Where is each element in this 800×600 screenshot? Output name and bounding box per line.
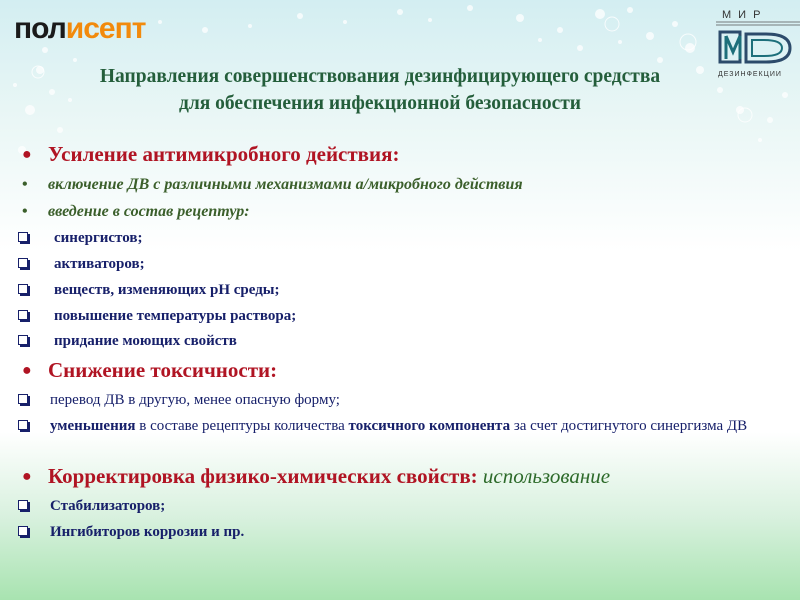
list-item: активаторов; — [18, 254, 778, 274]
sub-bullet-mechanisms: • включение ДВ с различными механизмами а/микробного действия — [22, 176, 523, 193]
checkbox-bullet-icon — [18, 500, 28, 510]
checkbox-bullet-icon — [18, 420, 28, 430]
title-line-2: для обеспечения инфекционной безопасности — [178, 93, 582, 114]
list-item: повышение температуры раствора; — [18, 306, 778, 326]
bullet-dot: ● — [22, 362, 32, 379]
polisept-logo: полисепт — [14, 12, 146, 45]
checkbox-bullet-icon — [18, 284, 28, 294]
section-physchem-heading: ● Корректировка физико-химических свойств: использование — [22, 464, 611, 488]
checkbox-bullet-icon — [18, 526, 28, 536]
slide-title — [30, 63, 730, 117]
checkbox-bullet-icon — [18, 310, 28, 320]
svg-text:ДЕЗИНФЕКЦИИ: ДЕЗИНФЕКЦИИ — [718, 71, 782, 78]
bullet-dot: ● — [22, 468, 32, 485]
list-item: Стабилизаторов; — [18, 496, 778, 516]
list-item: уменьшения в составе рецептуры количества токсичного компонента за счет достигнутого синергизма ДВ — [18, 416, 778, 437]
list-item: синергистов; — [18, 228, 778, 248]
checkbox-bullet-icon — [18, 232, 28, 242]
list-item: Ингибиторов коррозии и пр. — [18, 522, 778, 542]
bullet: • — [22, 203, 28, 220]
section-antimicrobial-heading: ● Усиление антимикробного действия: — [22, 142, 400, 166]
checkbox-bullet-icon — [18, 258, 28, 268]
bullet-dot: ● — [22, 146, 32, 163]
title-line-1: Направления совершенствования дезинфицирующего средства — [99, 66, 661, 87]
list-item: придание моющих свойств — [18, 331, 778, 351]
svg-text:МИР: МИР — [722, 9, 768, 21]
bullet: • — [22, 176, 28, 193]
checkbox-bullet-icon — [18, 335, 28, 345]
section-toxicity-heading: ● Снижение токсичности: — [22, 358, 278, 382]
list-item: перевод ДВ в другую, менее опасную форму; — [18, 390, 778, 410]
list-item: веществ, изменяющих pH среды; — [18, 280, 778, 300]
checkbox-bullet-icon — [18, 394, 28, 404]
sub-bullet-recipes: • введение в состав рецептур: — [22, 203, 250, 220]
